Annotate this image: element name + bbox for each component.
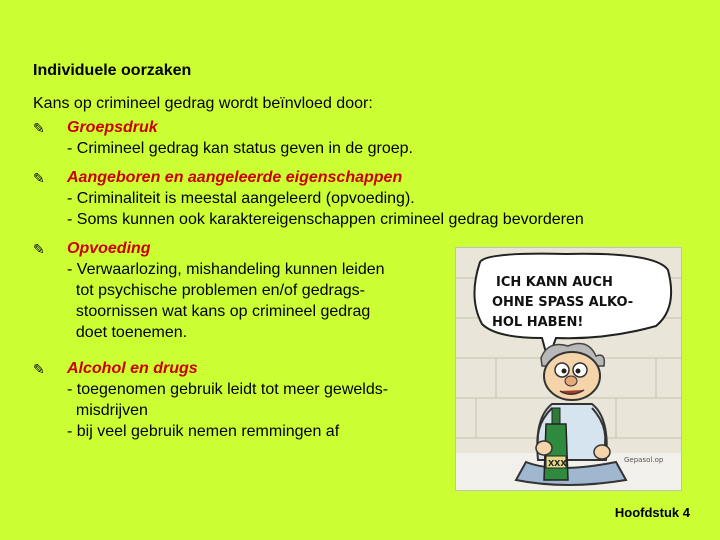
speech-text: HOL HABEN! xyxy=(492,315,584,330)
item-line: - Soms kunnen ook karaktereigenschappen crimineel gedrag bevorderen xyxy=(67,211,584,228)
item-line: - toegenomen gebruik leidt tot meer gewelds- xyxy=(67,381,389,398)
item-line: - bij veel gebruik nemen remmingen af xyxy=(67,423,340,440)
list-item-opvoeding xyxy=(33,238,385,343)
slide-title: Individuele oorzaken xyxy=(33,62,192,79)
item-line: - Crimineel gedrag kan status geven in de groep. xyxy=(67,140,413,157)
item-heading: Groepsdruk xyxy=(67,119,158,136)
item-line: misdrijven xyxy=(67,402,148,419)
cartoon-drawing xyxy=(456,248,682,491)
pen-bullet-icon: ✎ xyxy=(33,121,45,137)
pen-bullet-icon: ✎ xyxy=(33,362,45,378)
item-line: - Verwaarlozing, mishandeling kunnen leiden xyxy=(67,261,385,278)
pen-bullet-icon: ✎ xyxy=(33,242,45,258)
speech-text: OHNE SPASS ALKO- xyxy=(492,295,634,310)
item-line: stoornissen wat kans op crimineel gedrag xyxy=(67,303,371,320)
list-item-groepsdruk xyxy=(33,117,413,159)
intro-text: Kans op crimineel gedrag wordt beïnvloed door: xyxy=(33,95,373,112)
list-item-alcohol-drugs xyxy=(33,358,388,442)
item-line: doet toenemen. xyxy=(67,324,188,341)
item-line: tot psychische problemen en/of gedrags- xyxy=(67,282,365,299)
item-heading: Alcohol en drugs xyxy=(67,360,198,377)
item-heading: Aangeboren en aangeleerde eigenschappen xyxy=(67,169,403,186)
cartoon-image xyxy=(455,247,682,491)
list-item-eigenschappen xyxy=(33,167,584,230)
item-heading: Opvoeding xyxy=(67,240,151,257)
bottle-label-text: XXX xyxy=(548,459,567,468)
pen-bullet-icon: ✎ xyxy=(33,171,45,187)
footer-chapter: Hoofdstuk 4 xyxy=(614,505,690,520)
speech-text: ICH KANN AUCH xyxy=(496,275,613,290)
item-line: - Criminaliteit is meestal aangeleerd (opvoeding). xyxy=(67,190,415,207)
cartoon-signature: Gepasol.op xyxy=(624,456,664,464)
